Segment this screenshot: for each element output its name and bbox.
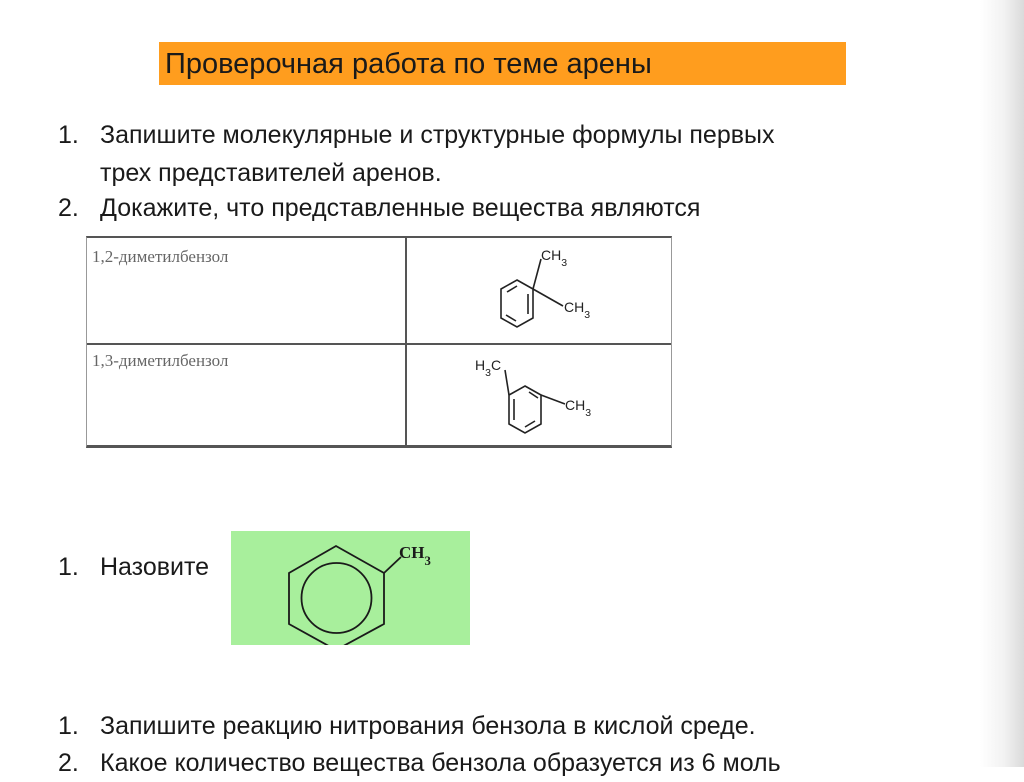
task-number: 1.: [58, 712, 79, 740]
task-text: Запишите реакцию нитрования бензола в кислой среде.: [100, 712, 756, 740]
table-divider-horizontal: [87, 343, 671, 345]
meta-xylene-structure: [467, 350, 617, 445]
methyl-label-top: $H_3C$: [475, 357, 502, 379]
task-text-line2: трех представителей аренов.: [100, 159, 442, 187]
compound-name-2: 1,3-диметилбензол: [92, 351, 229, 370]
task-2-1: [58, 552, 238, 586]
task-number: 2.: [58, 194, 79, 222]
task-3-1: [58, 711, 958, 745]
task-text: Какое количество вещества бензола образуется из 6 моль: [100, 749, 781, 777]
task-text-line1: Запишите молекулярные и структурные формулы первых: [100, 121, 775, 149]
task-1-2: [58, 193, 938, 227]
task-1-1: [58, 120, 938, 190]
compounds-table: [86, 236, 672, 448]
task-number: 1.: [58, 121, 79, 149]
title-banner: [159, 42, 846, 85]
methyl-label-top: $CH_3$: [541, 247, 568, 269]
compound-name-1: 1,2-диметилбензол: [92, 247, 229, 266]
toluene-structure: [231, 531, 470, 645]
toluene-image: [231, 531, 470, 645]
task-number: 1.: [58, 553, 79, 581]
page-edge-shadow: [980, 0, 1024, 767]
page-title: Проверочная работа по теме арены: [165, 48, 652, 80]
ortho-xylene-structure: [477, 244, 617, 339]
table-divider-vertical: [405, 238, 407, 445]
methyl-label-right: $CH_3$: [564, 299, 591, 321]
methyl-label: $CH_3$: [399, 543, 431, 568]
task-text: Докажите, что представленные вещества являются: [100, 194, 701, 222]
task-3-2: [58, 748, 978, 782]
task-number: 2.: [58, 749, 79, 777]
methyl-label-right: $CH_3$: [565, 397, 592, 419]
task-text: Назовите: [100, 553, 210, 581]
